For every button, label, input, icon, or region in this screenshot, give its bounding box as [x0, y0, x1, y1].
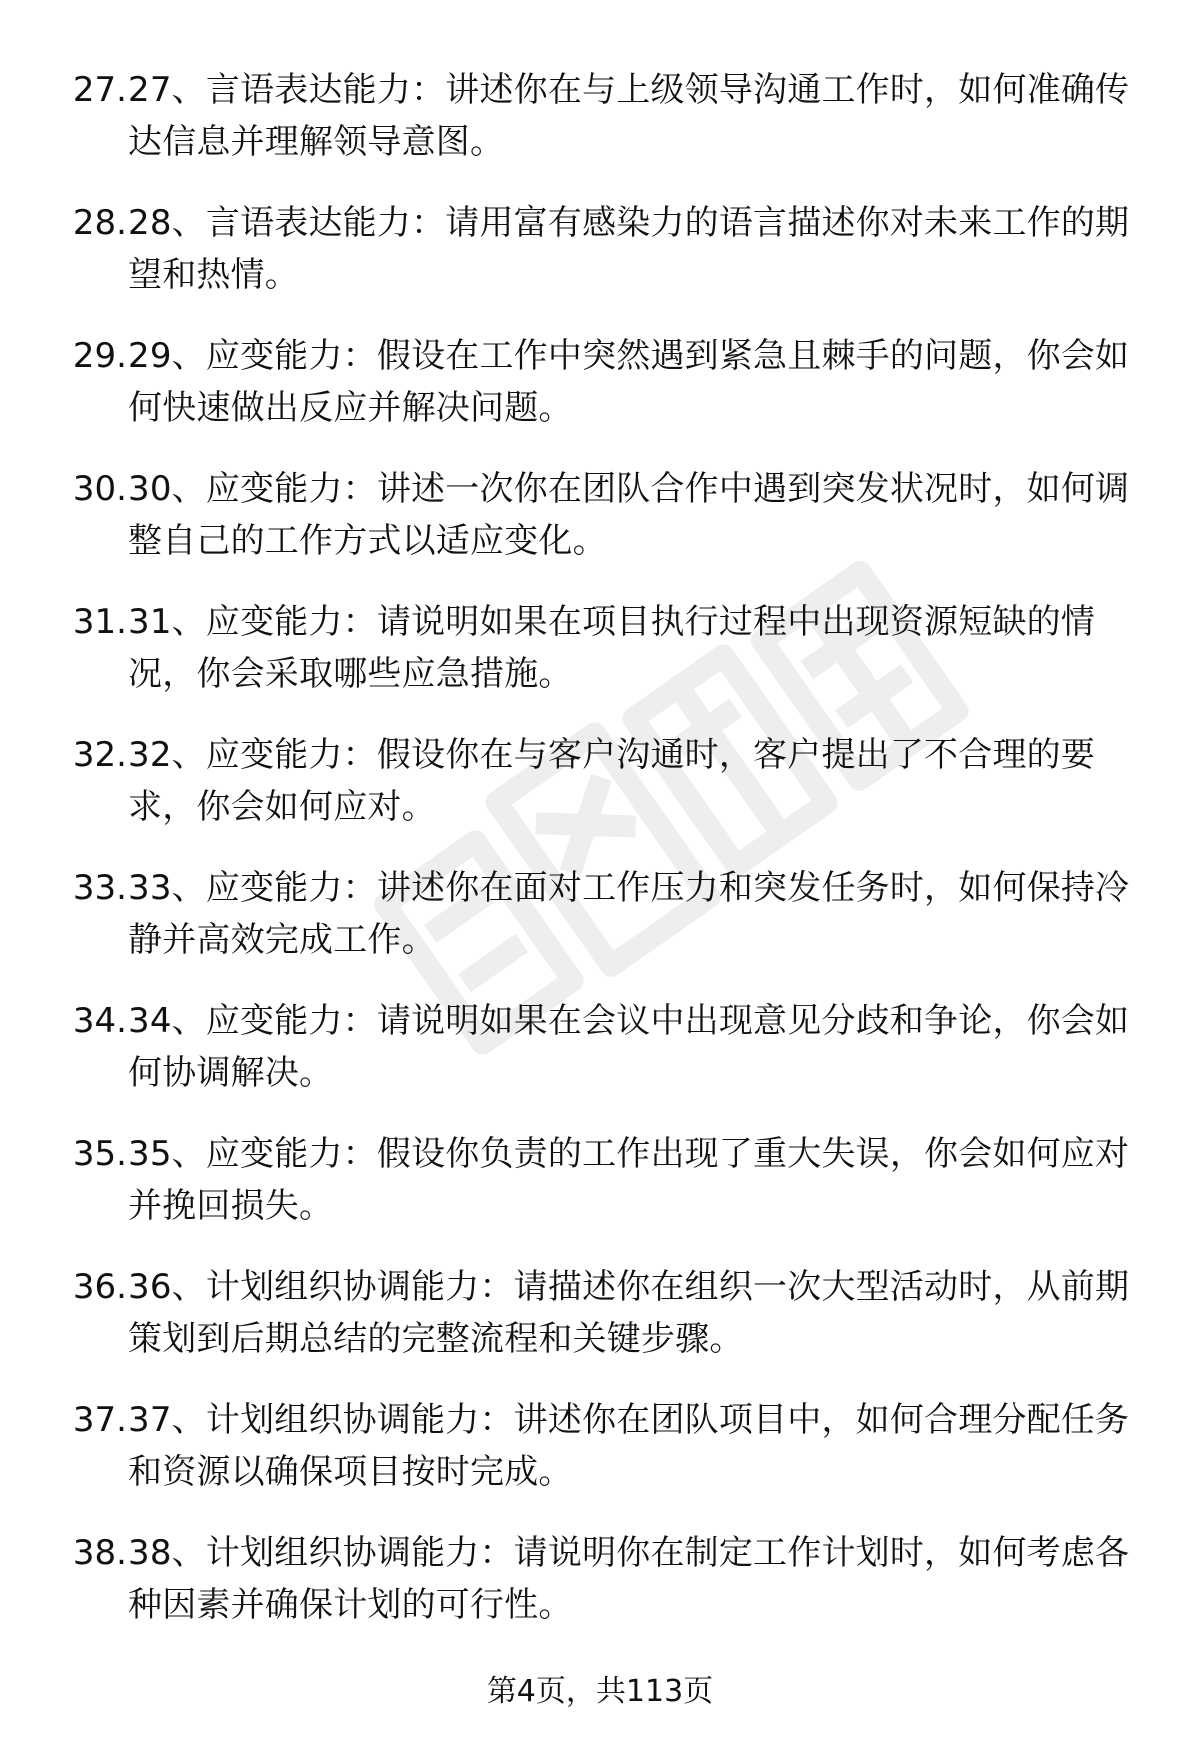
question-item	[0, 856, 1200, 989]
question-text: 29、应变能力：假设在工作中突然遇到紧急且棘手的问题，你会如何快速做出反应并解决问题。	[128, 336, 1130, 428]
question-list	[0, 58, 1200, 1654]
question-item	[0, 191, 1200, 324]
question-item	[0, 1388, 1200, 1521]
question-number: 29.	[72, 336, 127, 376]
question-number: 32.	[72, 735, 127, 775]
question-number: 27.	[72, 70, 127, 110]
question-text: 28、言语表达能力：请用富有感染力的语言描述你对未来工作的期望和热情。	[128, 203, 1130, 295]
page-footer: 第4页，共113页	[486, 1674, 714, 1709]
question-item	[0, 1255, 1200, 1388]
question-text: 31、应变能力：请说明如果在项目执行过程中出现资源短缺的情况，你会采取哪些应急措施。	[128, 602, 1096, 694]
question-text: 35、应变能力：假设你负责的工作出现了重大失误，你会如何应对并挽回损失。	[128, 1134, 1130, 1226]
question-number: 37.	[72, 1400, 127, 1440]
question-number: 35.	[72, 1134, 127, 1174]
question-number: 38.	[72, 1533, 127, 1573]
question-item	[0, 58, 1200, 191]
question-text: 27、言语表达能力：讲述你在与上级领导沟通工作时，如何准确传达信息并理解领导意图。	[128, 70, 1130, 162]
question-text: 30、应变能力：讲述一次你在团队合作中遇到突发状况时，如何调整自己的工作方式以适应变化。	[128, 469, 1130, 561]
question-number: 36.	[72, 1267, 127, 1307]
question-text: 37、计划组织协调能力：讲述你在团队项目中，如何合理分配任务和资源以确保项目按时完成。	[128, 1400, 1130, 1492]
question-item	[0, 1122, 1200, 1255]
question-item	[0, 989, 1200, 1122]
question-item	[0, 324, 1200, 457]
question-text: 33、应变能力：讲述你在面对工作压力和突发任务时，如何保持冷静并高效完成工作。	[128, 868, 1130, 960]
question-item	[0, 590, 1200, 723]
question-number: 30.	[72, 469, 127, 509]
question-item	[0, 723, 1200, 856]
question-number: 34.	[72, 1001, 127, 1041]
question-item	[0, 457, 1200, 590]
question-number: 31.	[72, 602, 127, 642]
question-text: 38、计划组织协调能力：请说明你在制定工作计划时，如何考虑各种因素并确保计划的可行性。	[128, 1533, 1130, 1625]
question-number: 28.	[72, 203, 127, 243]
question-number: 33.	[72, 868, 127, 908]
question-text: 34、应变能力：请说明如果在会议中出现意见分歧和争论，你会如何协调解决。	[128, 1001, 1130, 1093]
question-text: 32、应变能力：假设你在与客户沟通时，客户提出了不合理的要求，你会如何应对。	[128, 735, 1096, 827]
question-text: 36、计划组织协调能力：请描述你在组织一次大型活动时，从前期策划到后期总结的完整流程和关键步骤。	[128, 1267, 1130, 1359]
question-item	[0, 1521, 1200, 1654]
